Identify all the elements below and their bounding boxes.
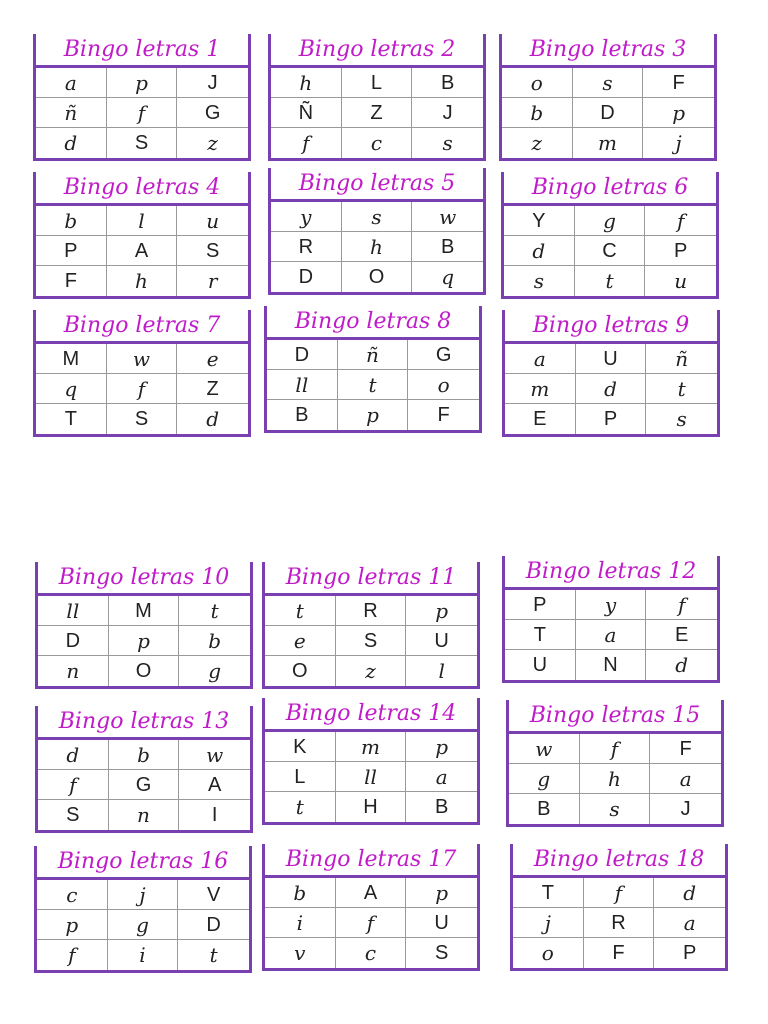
letter-cell: U	[505, 650, 576, 680]
letter-cell: S	[434, 942, 449, 964]
letter-cell: w	[509, 734, 580, 764]
card-title: Bingo letras 13	[38, 706, 250, 740]
letter-cell: ñ	[36, 98, 107, 128]
letter-cell: F	[437, 404, 450, 426]
letter-cell: u	[177, 206, 248, 236]
bingo-card-7	[33, 310, 251, 437]
bingo-card-12	[502, 556, 720, 683]
letter-cell: U	[406, 626, 477, 656]
letter-cell: ll	[38, 596, 109, 626]
letter-cell: s	[580, 794, 651, 824]
letter-cell: g	[575, 206, 646, 236]
letter-cell: B	[509, 794, 580, 824]
card-title: Bingo letras 9	[505, 310, 717, 344]
card-title: Bingo letras 2	[271, 34, 483, 68]
letter-cell: h	[107, 266, 178, 296]
card-title: Bingo letras 4	[36, 172, 248, 206]
letter-cell: ll	[267, 370, 338, 400]
letter-cell: F	[643, 68, 714, 98]
letter-cell: d	[36, 128, 107, 158]
letter-cell: d	[206, 407, 220, 431]
letter-cell: p	[107, 68, 178, 98]
letter-cell: V	[178, 880, 249, 910]
letter-cell: A	[336, 878, 407, 908]
letter-cell: ñ	[338, 340, 409, 370]
letter-cell: s	[342, 202, 413, 232]
letter-cell: J	[680, 798, 691, 820]
bingo-card-2	[268, 34, 486, 161]
letter-cell: F	[650, 734, 721, 764]
bingo-card-14	[262, 698, 480, 825]
letter-grid	[265, 596, 477, 686]
letter-cell: u	[674, 269, 688, 293]
letter-cell: m	[505, 374, 576, 404]
bingo-card-13	[35, 706, 253, 833]
letter-grid	[502, 68, 714, 158]
letter-cell: t	[575, 266, 646, 296]
letter-grid	[36, 344, 248, 434]
letter-cell: s	[504, 266, 575, 296]
letter-cell: B	[434, 796, 449, 818]
letter-cell: d	[654, 878, 725, 908]
letter-cell: e	[177, 344, 248, 374]
letter-grid	[505, 344, 717, 434]
letter-grid	[267, 340, 479, 430]
letter-cell: Z	[342, 98, 413, 128]
letter-cell: m	[336, 732, 407, 762]
letter-cell: h	[580, 764, 651, 794]
letter-grid	[513, 878, 725, 968]
letter-cell: P	[36, 236, 107, 266]
letter-cell: j	[513, 908, 584, 938]
bingo-card-16	[34, 846, 252, 973]
letter-grid	[265, 878, 477, 968]
card-title: Bingo letras 12	[505, 556, 717, 590]
letter-grid	[505, 590, 717, 680]
letter-cell: f	[584, 878, 655, 908]
letter-cell: T	[505, 620, 576, 650]
letter-cell: Z	[177, 374, 248, 404]
card-title: Bingo letras 11	[265, 562, 477, 596]
letter-cell: p	[406, 878, 477, 908]
letter-cell: f	[37, 940, 108, 970]
letter-grid	[271, 202, 483, 292]
letter-cell: t	[265, 596, 336, 626]
letter-cell: c	[342, 128, 413, 158]
letter-cell: d	[38, 740, 109, 770]
letter-cell: m	[573, 128, 644, 158]
card-title: Bingo letras 3	[502, 34, 714, 68]
card-title: Bingo letras 18	[513, 844, 725, 878]
bingo-card-10	[35, 562, 253, 689]
letter-cell: E	[646, 620, 717, 650]
bingo-card-1	[33, 34, 251, 161]
letter-cell: i	[108, 940, 179, 970]
letter-cell: T	[513, 878, 584, 908]
letter-cell: S	[336, 626, 407, 656]
letter-cell: P	[682, 942, 697, 964]
letter-cell: t	[338, 370, 409, 400]
letter-cell: O	[109, 656, 180, 686]
letter-cell: q	[36, 374, 107, 404]
letter-cell: a	[576, 620, 647, 650]
letter-cell: d	[675, 653, 689, 677]
letter-cell: l	[438, 659, 445, 683]
letter-cell: n	[38, 656, 109, 686]
letter-cell: h	[342, 232, 413, 262]
letter-cell: K	[265, 732, 336, 762]
letter-cell: R	[336, 596, 407, 626]
letter-cell: O	[342, 262, 413, 292]
letter-cell: D	[38, 626, 109, 656]
letter-grid	[36, 68, 248, 158]
card-title: Bingo letras 8	[267, 306, 479, 340]
letter-cell: B	[412, 68, 483, 98]
letter-grid	[38, 596, 250, 686]
letter-cell: f	[107, 374, 178, 404]
card-title: Bingo letras 14	[265, 698, 477, 732]
letter-cell: n	[109, 800, 180, 830]
letter-grid	[271, 68, 483, 158]
letter-cell: I	[211, 804, 218, 826]
letter-cell: d	[576, 374, 647, 404]
letter-cell: D	[573, 98, 644, 128]
letter-cell: ñ	[646, 344, 717, 374]
bingo-card-9	[502, 310, 720, 437]
letter-cell: s	[676, 407, 687, 431]
bingo-card-5	[268, 168, 486, 295]
letter-cell: H	[336, 792, 407, 822]
letter-cell: c	[37, 880, 108, 910]
letter-cell: P	[505, 590, 576, 620]
letter-cell: Ñ	[271, 98, 342, 128]
letter-cell: A	[107, 236, 178, 266]
letter-cell: h	[271, 68, 342, 98]
letter-cell: R	[584, 908, 655, 938]
letter-cell: s	[573, 68, 644, 98]
letter-cell: p	[643, 98, 714, 128]
letter-cell: t	[209, 943, 218, 967]
letter-cell: r	[207, 269, 218, 293]
letter-cell: L	[265, 762, 336, 792]
letter-cell: a	[654, 908, 725, 938]
letter-cell: J	[177, 68, 248, 98]
letter-cell: S	[107, 128, 178, 158]
letter-cell: d	[504, 236, 575, 266]
letter-cell: R	[271, 232, 342, 262]
letter-cell: b	[109, 740, 180, 770]
letter-cell: f	[336, 908, 407, 938]
bingo-card-6	[501, 172, 719, 299]
letter-cell: U	[406, 908, 477, 938]
letter-cell: B	[412, 232, 483, 262]
letter-cell: p	[37, 910, 108, 940]
letter-cell: G	[408, 340, 479, 370]
letter-cell: N	[576, 650, 647, 680]
letter-cell: g	[108, 910, 179, 940]
letter-cell: c	[336, 938, 407, 968]
letter-cell: j	[108, 880, 179, 910]
letter-cell: p	[406, 732, 477, 762]
letter-cell: P	[576, 404, 647, 434]
letter-cell: J	[412, 98, 483, 128]
letter-cell: t	[646, 374, 717, 404]
letter-cell: F	[36, 266, 107, 296]
bingo-card-18	[510, 844, 728, 971]
letter-cell: a	[650, 764, 721, 794]
letter-cell: a	[36, 68, 107, 98]
letter-cell: w	[412, 202, 483, 232]
letter-grid	[36, 206, 248, 296]
letter-grid	[38, 740, 250, 830]
letter-grid	[504, 206, 716, 296]
letter-cell: z	[207, 131, 218, 155]
letter-cell: b	[179, 626, 250, 656]
letter-cell: w	[179, 740, 250, 770]
card-title: Bingo letras 10	[38, 562, 250, 596]
letter-cell: o	[408, 370, 479, 400]
letter-cell: Y	[504, 206, 575, 236]
letter-cell: t	[179, 596, 250, 626]
letter-cell: D	[178, 910, 249, 940]
letter-cell: y	[576, 590, 647, 620]
letter-cell: S	[107, 404, 178, 434]
letter-cell: B	[267, 400, 338, 430]
letter-cell: M	[109, 596, 180, 626]
card-title: Bingo letras 6	[504, 172, 716, 206]
bingo-card-15	[506, 700, 724, 827]
letter-cell: l	[107, 206, 178, 236]
letter-cell: t	[265, 792, 336, 822]
letter-cell: S	[38, 800, 109, 830]
letter-cell: z	[502, 128, 573, 158]
bingo-card-3	[499, 34, 717, 161]
letter-cell: a	[505, 344, 576, 374]
card-title: Bingo letras 17	[265, 844, 477, 878]
letter-cell: s	[442, 131, 453, 155]
letter-cell: f	[645, 206, 716, 236]
letter-grid	[265, 732, 477, 822]
letter-cell: G	[109, 770, 180, 800]
letter-cell: L	[342, 68, 413, 98]
card-title: Bingo letras 16	[37, 846, 249, 880]
letter-grid	[37, 880, 249, 970]
letter-cell: o	[502, 68, 573, 98]
letter-cell: p	[109, 626, 180, 656]
card-title: Bingo letras 7	[36, 310, 248, 344]
letter-cell: o	[513, 938, 584, 968]
letter-cell: U	[576, 344, 647, 374]
letter-cell: G	[177, 98, 248, 128]
letter-cell: f	[38, 770, 109, 800]
letter-cell: O	[265, 656, 336, 686]
letter-cell: p	[406, 596, 477, 626]
card-title: Bingo letras 1	[36, 34, 248, 68]
letter-cell: f	[646, 590, 717, 620]
letter-cell: C	[575, 236, 646, 266]
letter-cell: E	[505, 404, 576, 434]
letter-cell: P	[645, 236, 716, 266]
letter-cell: p	[338, 400, 409, 430]
letter-cell: i	[265, 908, 336, 938]
card-title: Bingo letras 5	[271, 168, 483, 202]
letter-cell: j	[675, 131, 682, 155]
letter-grid	[509, 734, 721, 824]
bingo-card-11	[262, 562, 480, 689]
letter-cell: g	[208, 659, 222, 683]
bingo-card-17	[262, 844, 480, 971]
letter-cell: e	[265, 626, 336, 656]
bingo-card-8	[264, 306, 482, 433]
letter-cell: f	[580, 734, 651, 764]
letter-cell: D	[267, 340, 338, 370]
letter-cell: f	[271, 128, 342, 158]
letter-cell: w	[107, 344, 178, 374]
letter-cell: z	[336, 656, 407, 686]
letter-cell: a	[406, 762, 477, 792]
letter-cell: S	[177, 236, 248, 266]
letter-cell: ll	[336, 762, 407, 792]
letter-cell: g	[509, 764, 580, 794]
letter-cell: b	[502, 98, 573, 128]
letter-cell: v	[265, 938, 336, 968]
letter-cell: A	[179, 770, 250, 800]
card-title: Bingo letras 15	[509, 700, 721, 734]
letter-cell: D	[271, 262, 342, 292]
letter-cell: T	[36, 404, 107, 434]
letter-cell: f	[107, 98, 178, 128]
letter-cell: F	[584, 938, 655, 968]
letter-cell: M	[36, 344, 107, 374]
letter-cell: b	[36, 206, 107, 236]
letter-cell: b	[265, 878, 336, 908]
letter-cell: y	[271, 202, 342, 232]
letter-cell: q	[441, 265, 455, 289]
bingo-card-4	[33, 172, 251, 299]
